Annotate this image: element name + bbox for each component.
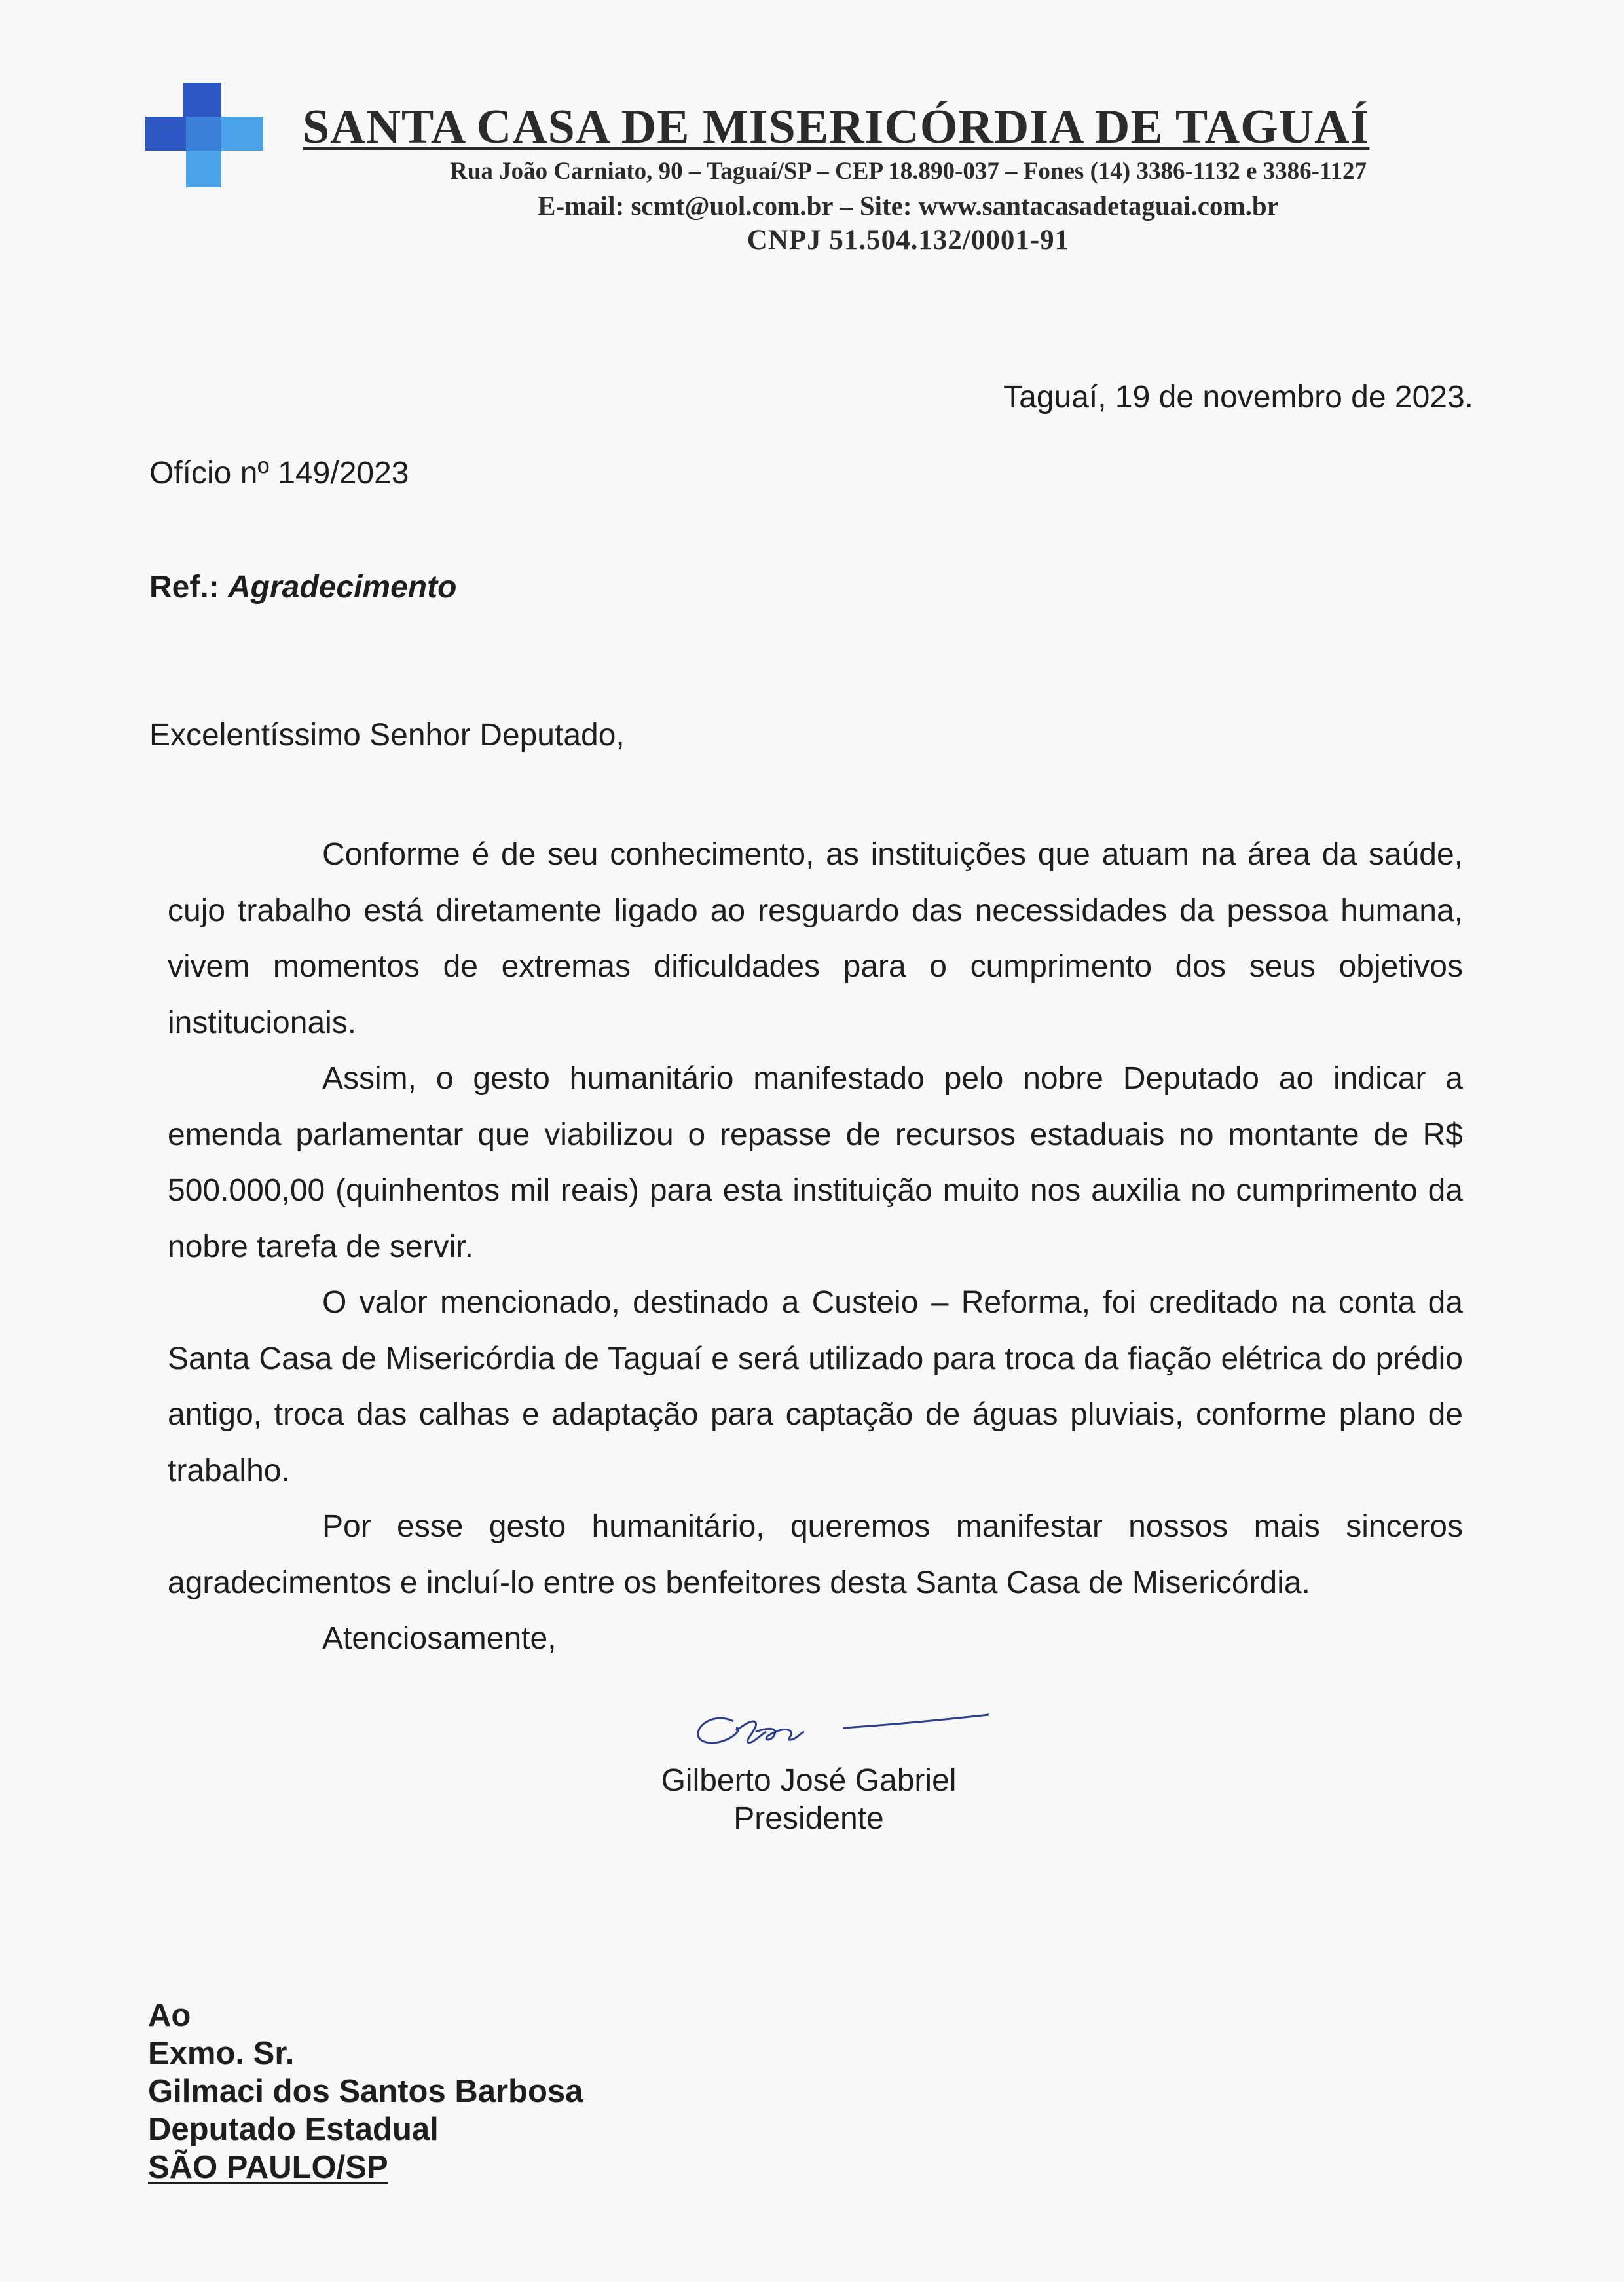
- recipient-location: SÃO PAULO/SP: [148, 2150, 388, 2185]
- letter-body: [168, 827, 1463, 1667]
- handwritten-signature: [693, 1702, 994, 1754]
- salutation: Excelentíssimo Senhor Deputado,: [149, 718, 625, 753]
- body-paragraph: Assim, o gesto humanitário manifestado pelo nobre Deputado ao indicar a emenda parlamentar que viabilizou o repasse de recursos estaduais no montante de R$ 500.000,00 (quinhentos mil reais) para esta instituição muito nos auxilia no cumprimento da nobre tarefa de servir.: [168, 1061, 1463, 1264]
- organization-title: SANTA CASA DE MISERICÓRDIA DE TAGUAÍ: [303, 100, 1370, 154]
- recipient-line: Exmo. Sr.: [148, 2036, 295, 2071]
- reference-subject: Agradecimento: [228, 570, 457, 605]
- signer-role: Presidente: [733, 1801, 884, 1836]
- organization-contact: E-mail: scmt@uol.com.br – Site: www.santacasadetaguai.com.br: [538, 191, 1279, 221]
- reference-line: [149, 569, 456, 607]
- recipient-name: Gilmaci dos Santos Barbosa: [148, 2074, 583, 2109]
- signer-name: Gilberto José Gabriel: [661, 1763, 957, 1798]
- body-paragraph: Conforme é de seu conhecimento, as instituições que atuam na área da saúde, cujo trabalho está diretamente ligado ao resguardo das necessidades da pessoa humana, vivem momentos de extremas dificuldades para o cumprimento dos seus objetivos institucionais.: [168, 837, 1463, 1040]
- closing: Atenciosamente,: [322, 1621, 557, 1656]
- organization-address: Rua João Carniato, 90 – Taguaí/SP – CEP 18.890-037 – Fones (14) 3386-1132 e 3386-1127: [450, 158, 1367, 185]
- body-paragraph: O valor mencionado, destinado a Custeio – Reforma, foi creditado na conta da Santa Casa de Misericórdia de Taguaí e será utilizado para troca da fiação elétrica do prédio antigo, troca das calhas e adaptação para captação de águas pluviais, conforme plano de trabalho.: [168, 1285, 1463, 1488]
- reference-label: Ref.:: [149, 570, 219, 605]
- recipient-title: Deputado Estadual: [148, 2112, 439, 2147]
- letter-date: Taguaí, 19 de novembro de 2023.: [1003, 380, 1473, 415]
- recipient-line: Ao: [148, 1998, 191, 2033]
- medical-cross-logo-icon: [145, 83, 263, 187]
- body-paragraph: Por esse gesto humanitário, queremos manifestar nossos mais sinceros agradecimentos e incluí-lo entre os benfeitores desta Santa Casa de Misericórdia.: [168, 1509, 1463, 1600]
- oficio-number: Ofício nº 149/2023: [149, 456, 409, 491]
- organization-cnpj: CNPJ 51.504.132/0001-91: [747, 225, 1070, 255]
- recipient-block: [148, 1996, 583, 2186]
